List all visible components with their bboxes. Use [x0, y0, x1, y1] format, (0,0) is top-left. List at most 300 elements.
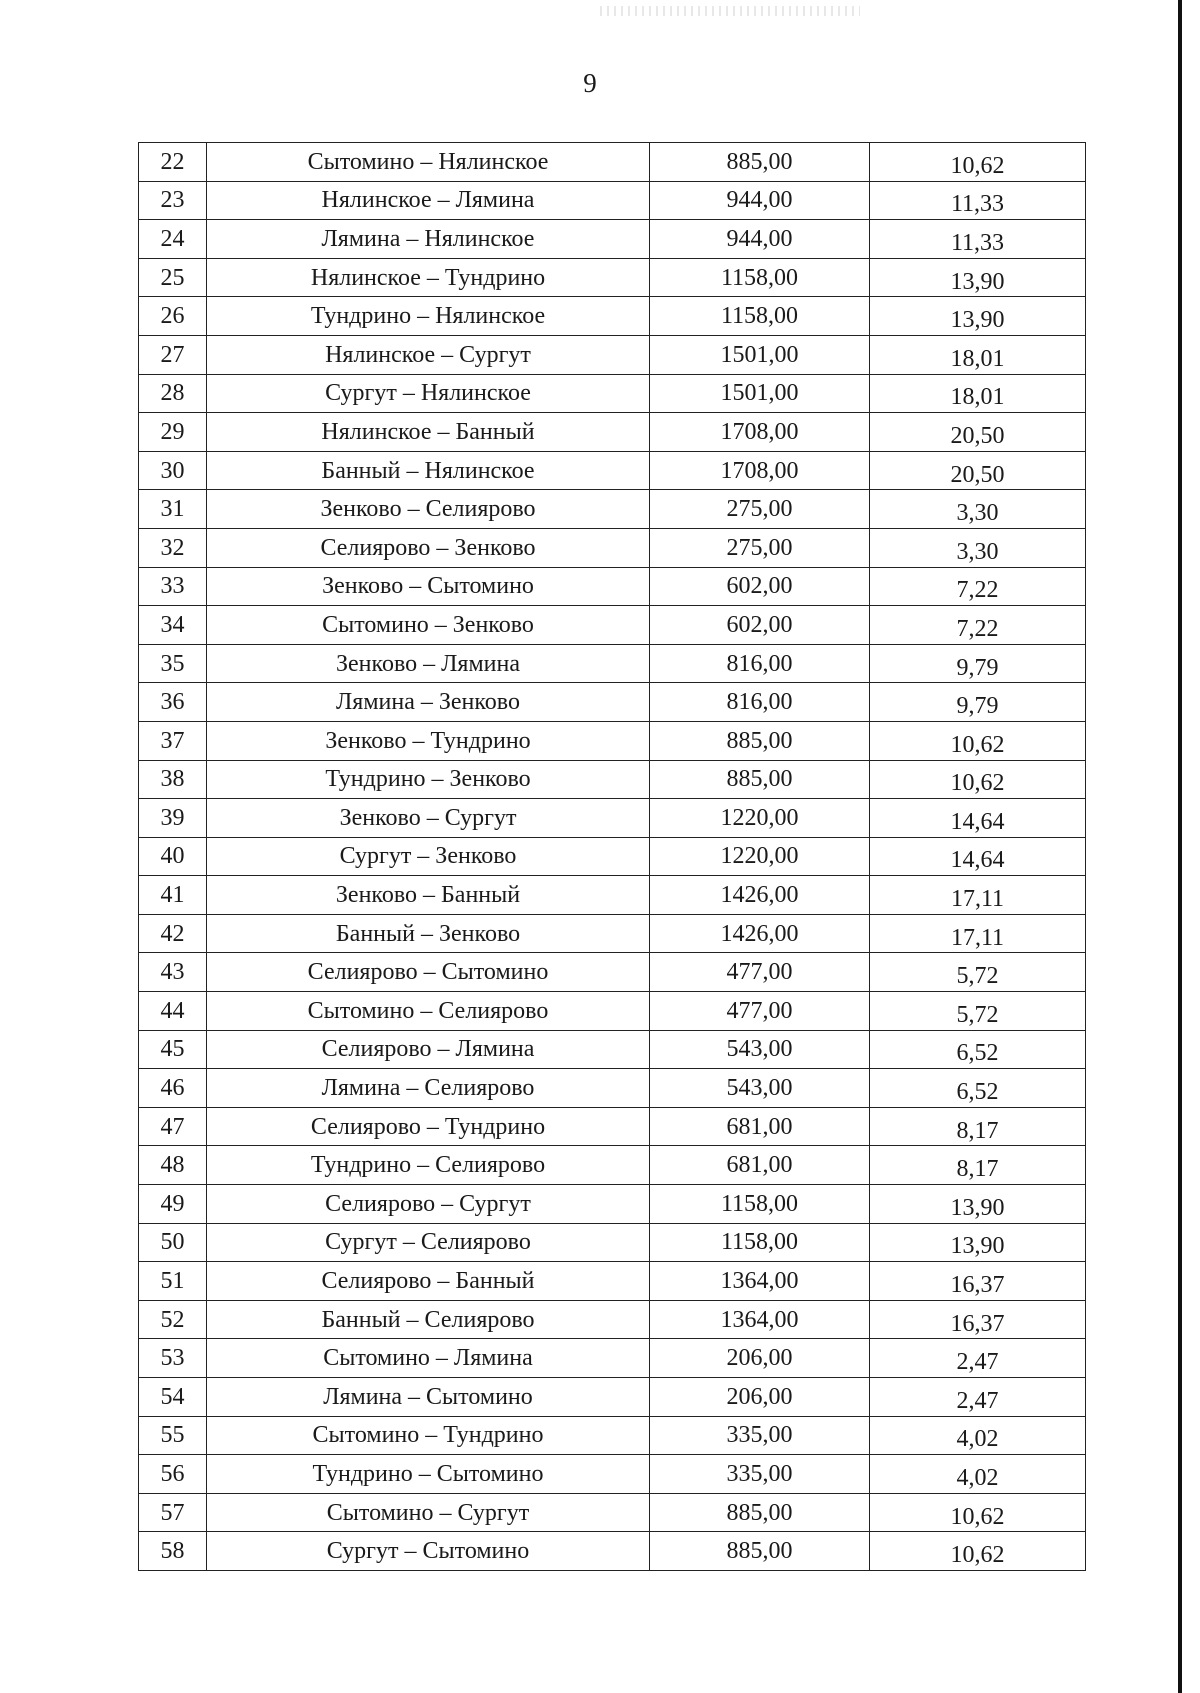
- route-cell: [207, 1416, 650, 1455]
- price-cell: [650, 953, 870, 992]
- table-row: [139, 683, 1086, 722]
- price-cell-text: 1158,00: [720, 303, 799, 330]
- route-cell: [207, 1030, 650, 1069]
- table-row: [139, 1378, 1086, 1417]
- rate-cell: [870, 606, 1086, 645]
- rate-cell-text: 4,02: [956, 1464, 999, 1491]
- price-cell: [650, 258, 870, 297]
- row-number-cell-text: 56: [160, 1460, 185, 1487]
- price-cell: [650, 490, 870, 529]
- rate-cell-text: 11,33: [950, 191, 1005, 218]
- row-number-cell: [139, 992, 207, 1031]
- row-number-cell-text: 48: [160, 1152, 185, 1179]
- table-row: [139, 528, 1086, 567]
- rate-cell: [870, 528, 1086, 567]
- table-row: [139, 1493, 1086, 1532]
- rate-cell: [870, 644, 1086, 683]
- route-cell-text: Лямина – Нялинское: [321, 225, 535, 252]
- route-cell-text: Банный – Нялинское: [321, 457, 535, 484]
- route-cell: [207, 1532, 650, 1571]
- rate-cell: [870, 992, 1086, 1031]
- price-cell-text: 275,00: [726, 496, 793, 523]
- row-number-cell-text: 51: [160, 1268, 185, 1295]
- route-cell: [207, 490, 650, 529]
- row-number-cell: [139, 1069, 207, 1108]
- price-cell: [650, 335, 870, 374]
- route-cell: [207, 413, 650, 452]
- price-cell: [650, 1223, 870, 1262]
- price-cell-text: 944,00: [726, 187, 793, 214]
- route-cell: [207, 374, 650, 413]
- price-cell: [650, 721, 870, 760]
- price-cell: [650, 914, 870, 953]
- table-row: [139, 1532, 1086, 1571]
- rate-cell-text: 10,62: [950, 731, 1005, 758]
- table-row: [139, 567, 1086, 606]
- rate-cell: [870, 374, 1086, 413]
- price-cell-text: 1501,00: [720, 341, 799, 368]
- rate-cell: [870, 335, 1086, 374]
- rate-cell-text: 9,79: [956, 693, 999, 720]
- route-cell: [207, 953, 650, 992]
- route-cell: [207, 1107, 650, 1146]
- row-number-cell-text: 34: [160, 611, 185, 638]
- route-cell: [207, 1378, 650, 1417]
- table-row: [139, 953, 1086, 992]
- row-number-cell-text: 36: [160, 689, 185, 716]
- rate-cell: [870, 1262, 1086, 1301]
- route-cell: [207, 760, 650, 799]
- price-cell: [650, 1107, 870, 1146]
- row-number-cell: [139, 1416, 207, 1455]
- route-cell-text: Зенково – Тундрино: [325, 727, 531, 754]
- row-number-cell-text: 37: [160, 727, 185, 754]
- price-cell: [650, 451, 870, 490]
- price-cell: [650, 528, 870, 567]
- price-cell: [650, 1455, 870, 1494]
- route-cell: [207, 1185, 650, 1224]
- rate-cell: [870, 1378, 1086, 1417]
- route-cell: [207, 335, 650, 374]
- rate-cell: [870, 1300, 1086, 1339]
- row-number-cell: [139, 1107, 207, 1146]
- price-cell: [650, 143, 870, 182]
- rate-cell: [870, 837, 1086, 876]
- rate-cell: [870, 258, 1086, 297]
- route-cell-text: Сытомино – Сургут: [326, 1499, 530, 1526]
- rate-cell: [870, 297, 1086, 336]
- price-cell-text: 885,00: [726, 766, 793, 793]
- price-cell-text: 885,00: [726, 148, 793, 175]
- row-number-cell-text: 35: [160, 650, 185, 677]
- rate-cell-text: 17,11: [950, 886, 1005, 913]
- rate-cell: [870, 1146, 1086, 1185]
- route-cell: [207, 683, 650, 722]
- row-number-cell: [139, 297, 207, 336]
- rate-cell-text: 20,50: [950, 422, 1005, 449]
- price-cell: [650, 760, 870, 799]
- price-cell: [650, 1030, 870, 1069]
- table-row: [139, 1107, 1086, 1146]
- route-cell: [207, 721, 650, 760]
- rate-cell: [870, 181, 1086, 220]
- price-cell-text: 206,00: [726, 1345, 793, 1372]
- rate-cell-text: 10,62: [950, 152, 1005, 179]
- route-cell-text: Сытомино – Селиярово: [307, 997, 549, 1024]
- page-number: 9: [583, 68, 597, 98]
- rate-cell-text: 20,50: [950, 461, 1005, 488]
- row-number-cell: [139, 606, 207, 645]
- route-cell-text: Селиярово – Сургут: [325, 1190, 531, 1217]
- rate-cell: [870, 413, 1086, 452]
- route-cell-text: Нялинское – Сургут: [325, 341, 531, 368]
- route-cell: [207, 1493, 650, 1532]
- route-cell: [207, 528, 650, 567]
- route-cell: [207, 644, 650, 683]
- rate-cell-text: 3,30: [956, 500, 999, 527]
- price-cell-text: 1708,00: [720, 418, 799, 445]
- row-number-cell: [139, 181, 207, 220]
- route-cell: [207, 1455, 650, 1494]
- table-row: [139, 1185, 1086, 1224]
- row-number-cell: [139, 953, 207, 992]
- price-cell-text: 1426,00: [720, 920, 799, 947]
- table-row: [139, 1262, 1086, 1301]
- price-cell: [650, 644, 870, 683]
- price-cell-text: 885,00: [726, 1538, 793, 1565]
- rate-cell: [870, 1107, 1086, 1146]
- rate-cell: [870, 451, 1086, 490]
- rate-cell-text: 13,90: [950, 268, 1005, 295]
- route-cell: [207, 1262, 650, 1301]
- row-number-cell-text: 31: [160, 496, 185, 523]
- row-number-cell-text: 25: [160, 264, 185, 291]
- price-cell-text: 335,00: [726, 1460, 793, 1487]
- rate-cell-text: 8,17: [956, 1156, 999, 1183]
- row-number-cell-text: 26: [160, 303, 185, 330]
- scan-artifact: [600, 6, 860, 16]
- route-cell: [207, 451, 650, 490]
- route-cell-text: Сытомино – Тундрино: [312, 1422, 544, 1449]
- route-cell-text: Тундрино – Нялинское: [310, 303, 546, 330]
- table-row: [139, 799, 1086, 838]
- rate-cell: [870, 1069, 1086, 1108]
- price-cell-text: 477,00: [726, 959, 793, 986]
- route-cell-text: Сургут – Селиярово: [325, 1229, 531, 1256]
- row-number-cell-text: 53: [160, 1345, 185, 1372]
- row-number-cell-text: 54: [160, 1383, 185, 1410]
- route-cell-text: Тундрино – Зенково: [325, 766, 531, 793]
- row-number-cell: [139, 451, 207, 490]
- row-number-cell: [139, 644, 207, 683]
- price-cell: [650, 297, 870, 336]
- table-row: [139, 451, 1086, 490]
- table-row: [139, 914, 1086, 953]
- row-number-cell: [139, 760, 207, 799]
- row-number-cell-text: 57: [160, 1499, 185, 1526]
- route-cell: [207, 297, 650, 336]
- price-cell: [650, 1146, 870, 1185]
- price-cell-text: 206,00: [726, 1383, 793, 1410]
- rate-cell: [870, 1223, 1086, 1262]
- row-number-cell-text: 27: [160, 341, 185, 368]
- route-cell-text: Зенково – Банный: [335, 882, 521, 909]
- row-number-cell: [139, 1300, 207, 1339]
- table-row: [139, 1030, 1086, 1069]
- price-cell-text: 885,00: [726, 1499, 793, 1526]
- price-cell-text: 1158,00: [720, 1229, 799, 1256]
- rate-cell-text: 14,64: [950, 808, 1005, 835]
- route-cell: [207, 876, 650, 915]
- route-cell-text: Лямина – Селиярово: [321, 1075, 535, 1102]
- row-number-cell-text: 52: [160, 1306, 185, 1333]
- row-number-cell-text: 46: [160, 1075, 185, 1102]
- rate-cell: [870, 760, 1086, 799]
- price-cell: [650, 220, 870, 259]
- row-number-cell-text: 45: [160, 1036, 185, 1063]
- row-number-cell-text: 49: [160, 1190, 185, 1217]
- rate-cell-text: 18,01: [950, 345, 1005, 372]
- route-cell-text: Сургут – Зенково: [339, 843, 517, 870]
- price-cell: [650, 606, 870, 645]
- price-cell-text: 816,00: [726, 689, 793, 716]
- row-number-cell: [139, 683, 207, 722]
- route-cell: [207, 1223, 650, 1262]
- rate-cell: [870, 220, 1086, 259]
- rate-cell: [870, 1455, 1086, 1494]
- price-cell: [650, 1069, 870, 1108]
- tariff-table: [138, 142, 1086, 1571]
- price-cell-text: 1426,00: [720, 882, 799, 909]
- table-row: [139, 181, 1086, 220]
- row-number-cell: [139, 1223, 207, 1262]
- row-number-cell: [139, 1532, 207, 1571]
- rate-cell-text: 7,22: [956, 577, 999, 604]
- price-cell-text: 1364,00: [720, 1268, 799, 1295]
- price-cell: [650, 876, 870, 915]
- table-row: [139, 220, 1086, 259]
- price-cell: [650, 374, 870, 413]
- row-number-cell-text: 29: [160, 418, 185, 445]
- row-number-cell-text: 55: [160, 1422, 185, 1449]
- table-row: [139, 1146, 1086, 1185]
- price-cell-text: 681,00: [726, 1152, 793, 1179]
- price-cell-text: 1220,00: [720, 804, 799, 831]
- route-cell-text: Сургут – Нялинское: [325, 380, 531, 407]
- row-number-cell-text: 32: [160, 534, 185, 561]
- route-cell-text: Селиярово – Сытомино: [307, 959, 549, 986]
- rate-cell-text: 10,62: [950, 770, 1005, 797]
- table-row: [139, 606, 1086, 645]
- rate-cell-text: 14,64: [950, 847, 1005, 874]
- rate-cell-text: 4,02: [956, 1426, 999, 1453]
- rate-cell-text: 11,33: [950, 229, 1005, 256]
- rate-cell-text: 9,79: [956, 654, 999, 681]
- rate-cell-text: 8,17: [956, 1117, 999, 1144]
- price-cell: [650, 1339, 870, 1378]
- rate-cell-text: 5,72: [956, 1001, 999, 1028]
- route-cell-text: Селиярово – Лямина: [321, 1036, 535, 1063]
- rate-cell: [870, 876, 1086, 915]
- route-cell: [207, 992, 650, 1031]
- table-row: [139, 992, 1086, 1031]
- route-cell: [207, 220, 650, 259]
- route-cell-text: Сытомино – Нялинское: [307, 148, 549, 175]
- rate-cell-text: 6,52: [956, 1040, 999, 1067]
- rate-cell-text: 7,22: [956, 615, 999, 642]
- page-edge: [1178, 0, 1200, 1693]
- table-row: [139, 876, 1086, 915]
- route-cell-text: Селиярово – Тундрино: [310, 1113, 546, 1140]
- row-number-cell: [139, 914, 207, 953]
- route-cell: [207, 837, 650, 876]
- route-cell-text: Тундрино – Сытомино: [312, 1460, 544, 1487]
- row-number-cell: [139, 1146, 207, 1185]
- rate-cell-text: 18,01: [950, 384, 1005, 411]
- table-row: [139, 413, 1086, 452]
- route-cell-text: Лямина – Сытомино: [323, 1383, 533, 1410]
- route-cell-text: Зенково – Лямина: [336, 650, 520, 677]
- rate-cell: [870, 914, 1086, 953]
- table-row: [139, 490, 1086, 529]
- rate-cell: [870, 683, 1086, 722]
- price-cell: [650, 837, 870, 876]
- rate-cell-text: 2,47: [956, 1349, 999, 1376]
- table-row: [139, 1069, 1086, 1108]
- row-number-cell: [139, 837, 207, 876]
- route-cell-text: Сытомино – Зенково: [322, 611, 534, 638]
- price-cell-text: 543,00: [726, 1036, 793, 1063]
- rate-cell-text: 16,37: [950, 1272, 1005, 1299]
- route-cell-text: Нялинское – Банный: [321, 418, 535, 445]
- price-cell-text: 1158,00: [720, 1190, 799, 1217]
- rate-cell-text: 3,30: [956, 538, 999, 565]
- price-cell-text: 1220,00: [720, 843, 799, 870]
- row-number-cell-text: 23: [160, 187, 185, 214]
- row-number-cell: [139, 490, 207, 529]
- rate-cell-text: 2,47: [956, 1387, 999, 1414]
- row-number-cell: [139, 721, 207, 760]
- row-number-cell-text: 44: [160, 997, 185, 1024]
- rate-cell-text: 6,52: [956, 1079, 999, 1106]
- row-number-cell-text: 33: [160, 573, 185, 600]
- route-cell: [207, 1146, 650, 1185]
- row-number-cell-text: 22: [160, 148, 185, 175]
- table-row: [139, 335, 1086, 374]
- row-number-cell: [139, 1339, 207, 1378]
- price-cell-text: 1708,00: [720, 457, 799, 484]
- price-cell-text: 275,00: [726, 534, 793, 561]
- price-cell-text: 944,00: [726, 225, 793, 252]
- rate-cell: [870, 490, 1086, 529]
- price-cell: [650, 683, 870, 722]
- row-number-cell-text: 50: [160, 1229, 185, 1256]
- table-row: [139, 1455, 1086, 1494]
- rate-cell: [870, 1416, 1086, 1455]
- row-number-cell: [139, 528, 207, 567]
- row-number-cell: [139, 335, 207, 374]
- rate-cell: [870, 1493, 1086, 1532]
- price-cell: [650, 992, 870, 1031]
- row-number-cell: [139, 799, 207, 838]
- route-cell: [207, 181, 650, 220]
- price-cell-text: 602,00: [726, 611, 793, 638]
- route-cell: [207, 1069, 650, 1108]
- price-cell-text: 335,00: [726, 1422, 793, 1449]
- route-cell-text: Нялинское – Лямина: [321, 187, 535, 214]
- table-row: [139, 258, 1086, 297]
- row-number-cell: [139, 1378, 207, 1417]
- route-cell-text: Лямина – Зенково: [336, 689, 520, 716]
- rate-cell-text: 13,90: [950, 307, 1005, 334]
- row-number-cell: [139, 143, 207, 182]
- price-cell: [650, 1416, 870, 1455]
- route-cell-text: Банный – Селиярово: [321, 1306, 535, 1333]
- price-cell: [650, 1493, 870, 1532]
- rate-cell: [870, 721, 1086, 760]
- row-number-cell-text: 30: [160, 457, 185, 484]
- row-number-cell-text: 58: [160, 1538, 185, 1565]
- rate-cell-text: 16,37: [950, 1310, 1005, 1337]
- route-cell-text: Зенково – Сытомино: [322, 573, 534, 600]
- route-cell-text: Сытомино – Лямина: [323, 1345, 533, 1372]
- rate-cell-text: 13,90: [950, 1233, 1005, 1260]
- route-cell: [207, 914, 650, 953]
- price-cell: [650, 1378, 870, 1417]
- row-number-cell-text: 39: [160, 804, 185, 831]
- rate-cell-text: 17,11: [950, 924, 1005, 951]
- table-row: [139, 1416, 1086, 1455]
- row-number-cell: [139, 1030, 207, 1069]
- route-cell: [207, 143, 650, 182]
- table-row: [139, 143, 1086, 182]
- route-cell: [207, 1300, 650, 1339]
- table-row: [139, 297, 1086, 336]
- route-cell-text: Нялинское – Тундрино: [310, 264, 546, 291]
- price-cell-text: 1364,00: [720, 1306, 799, 1333]
- row-number-cell: [139, 413, 207, 452]
- row-number-cell: [139, 1185, 207, 1224]
- route-cell-text: Зенково – Селиярово: [320, 496, 536, 523]
- rate-cell-text: 10,62: [950, 1542, 1005, 1569]
- row-number-cell: [139, 1262, 207, 1301]
- route-cell-text: Селиярово – Зенково: [320, 534, 536, 561]
- table-row: [139, 760, 1086, 799]
- row-number-cell-text: 41: [160, 882, 185, 909]
- row-number-cell-text: 47: [160, 1113, 185, 1140]
- price-cell-text: 1501,00: [720, 380, 799, 407]
- rate-cell-text: 5,72: [956, 963, 999, 990]
- price-cell-text: 477,00: [726, 997, 793, 1024]
- rate-cell: [870, 1030, 1086, 1069]
- price-cell: [650, 1532, 870, 1571]
- row-number-cell-text: 38: [160, 766, 185, 793]
- row-number-cell: [139, 374, 207, 413]
- route-cell-text: Тундрино – Селиярово: [310, 1152, 546, 1179]
- row-number-cell: [139, 1455, 207, 1494]
- rate-cell: [870, 953, 1086, 992]
- rate-cell-text: 10,62: [950, 1503, 1005, 1530]
- price-cell: [650, 1185, 870, 1224]
- route-cell: [207, 606, 650, 645]
- price-cell: [650, 1262, 870, 1301]
- row-number-cell-text: 24: [160, 225, 185, 252]
- price-cell: [650, 1300, 870, 1339]
- price-cell-text: 1158,00: [720, 264, 799, 291]
- row-number-cell-text: 40: [160, 843, 185, 870]
- price-cell: [650, 181, 870, 220]
- route-cell: [207, 567, 650, 606]
